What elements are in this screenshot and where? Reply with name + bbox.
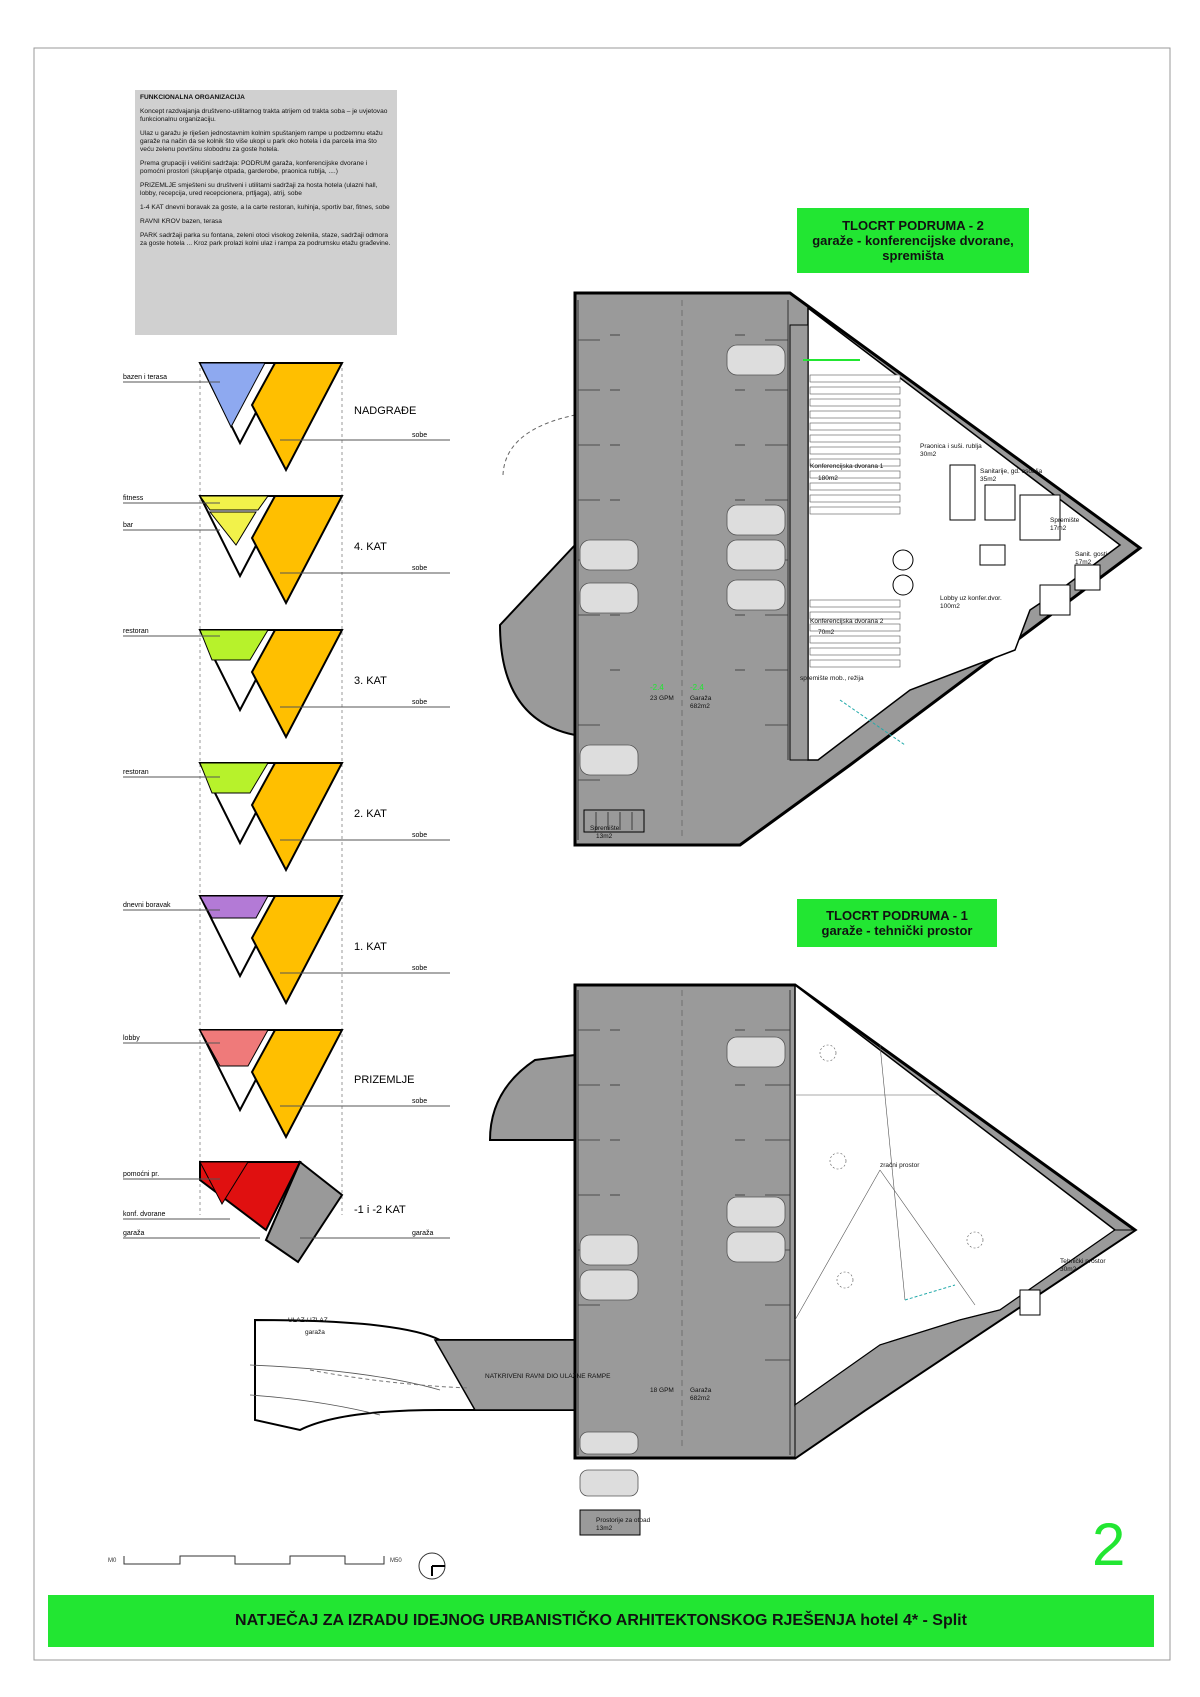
lobby-area: 100m2 <box>940 603 960 610</box>
label-sobe: sobe <box>412 699 428 706</box>
label-sobe: sobe <box>412 832 428 839</box>
lobby-label: Lobby uz konfer.dvor. <box>940 595 1002 602</box>
label-pomocni: pomoćni pr. <box>123 1171 160 1178</box>
notes-paragraph: RAVNI KROV bazen, terasa <box>140 218 222 225</box>
prostorije-label: Prostorije za otpad <box>596 1517 651 1524</box>
level-diagram-2-kat <box>123 763 450 870</box>
plan2-title-line3: spremišta <box>882 248 944 263</box>
label-bazen-terasa: bazen i terasa <box>123 374 167 381</box>
label-bar: bar <box>123 522 134 529</box>
notes-paragraph: 1-4 KAT dnevni boravak za goste, a la carte restoran, kuhinja, sportiv bar, fitnes, sobe <box>140 204 390 211</box>
label-sobe: sobe <box>412 565 428 572</box>
praonica-label: Praonica i suši. rublja <box>920 443 982 450</box>
garaza-area-1: 682m2 <box>690 1395 710 1402</box>
label-sobe: sobe <box>412 1098 428 1105</box>
garaza-label-1: Garaža <box>690 1387 712 1394</box>
tehnicki-label: Tehnički prostor <box>1060 1258 1106 1265</box>
sanitarije-label: Sanitarije, gd. osoblja <box>980 468 1043 475</box>
spremiste-mob-label: spremište mob., režija <box>800 675 864 682</box>
tehnicki-area: 30m2 <box>1060 1266 1077 1273</box>
ulaz-label: ULAZ / IZLAZ <box>288 1317 328 1324</box>
plan2-title-line2: garaže - konferencijske dvorane, <box>812 233 1014 248</box>
garaza-code: -2.4 <box>690 683 704 692</box>
gpm-count-1: 18 GPM <box>650 1387 674 1394</box>
sanit-gosti-area: 17m2 <box>1075 559 1092 566</box>
label-lobby: lobby <box>123 1035 140 1042</box>
konf2-label: Konferencijska dvorana 2 <box>810 618 884 625</box>
level-name-prizemlje: PRIZEMLJE <box>354 1074 415 1086</box>
notes-paragraph: Prema grupaciji i veličini sadržaja: PODRUM garaža, konferencijske dvorane i pomoćni prostori (skupljanje otpada, garderobe, praonica rublja, ....) <box>140 160 368 175</box>
garaza-area: 682m2 <box>690 703 710 710</box>
level-name-podrum: -1 i -2 KAT <box>354 1204 406 1216</box>
functional-organization-notes <box>135 90 397 335</box>
ulaz-sub-label: garaža <box>305 1329 325 1336</box>
label-sobe: sobe <box>412 432 428 439</box>
konf1-label: Konferencijska dvorana 1 <box>810 463 884 470</box>
level-name-1-kat: 1. KAT <box>354 941 387 953</box>
spremiste-label: Spremište <box>1050 517 1080 524</box>
scale-label-left: M0 <box>108 1558 117 1564</box>
label-konf-dvorane: konf. dvorane <box>123 1211 166 1218</box>
gpm-count: 23 GPM <box>650 695 674 702</box>
prostorije-area: 13m2 <box>596 1525 613 1532</box>
konf1-area: 180m2 <box>818 475 838 482</box>
level-name-2-kat: 2. KAT <box>354 808 387 820</box>
notes-paragraph: Ulaz u garažu je riješen jednostavnim kolnim spuštanjem rampe u podzemnu etažu garaže na način da se kolnik što više ukopi u park oko hotela i da parcela ima što veću zelenu površinu slobodnu za goste hotela. <box>140 130 383 153</box>
spremiste-small-label: Spremište <box>590 825 620 832</box>
level-diagrams <box>123 362 450 1262</box>
floor-plan-basement-2 <box>500 293 1140 845</box>
level-diagram-4-kat <box>123 495 450 603</box>
level-diagram-prizemlje <box>123 1030 450 1137</box>
notes-paragraph: Koncept razdvajanja društveno-utilitarnog trakta atrijem od trakta soba – je uvjetovao funkcionalnu organizaciju. <box>140 108 388 123</box>
competition-title-bar: NATJEČAJ ZA IZRADU IDEJNOG URBANISTIČKO ARHITEKTONSKOG RJEŠENJA hotel 4* - Split <box>48 1595 1154 1647</box>
zracni-prostor-label: zračni prostor <box>880 1162 920 1169</box>
natkriveni-label: NATKRIVENI RAVNI DIO ULAZNE RAMPE <box>485 1373 611 1380</box>
garaza-label: Garaža <box>690 695 712 702</box>
level-name-nadgradje: NADGRAĐE <box>354 405 417 417</box>
sheet-number: 2 <box>1092 1511 1126 1578</box>
scale-bar <box>108 1556 402 1564</box>
label-dnevni-boravak: dnevni boravak <box>123 902 171 909</box>
sanit-gosti-label: Sanit. gosti <box>1075 551 1108 558</box>
plan1-title-line1: TLOCRT PODRUMA - 1 <box>826 908 968 923</box>
plan2-title-line1: TLOCRT PODRUMA - 2 <box>842 218 984 233</box>
level-name-3-kat: 3. KAT <box>354 675 387 687</box>
level-diagram-podrum <box>123 1162 450 1262</box>
scale-label-right: M50 <box>390 1558 402 1564</box>
konf2-area: 70m2 <box>818 629 835 636</box>
label-fitness: fitness <box>123 495 144 502</box>
spremiste-small-area: 13m2 <box>596 833 613 840</box>
label-garaza: garaža <box>123 1230 145 1237</box>
notes-paragraph: PRIZEMLJE smješteni su društveni i utilitarni sadržaji za hosta hotela (ulazni hall, lobby, recepcija, ured recepcionera, prtljaga), atrij, sobe <box>140 182 378 197</box>
plan2-title-box <box>797 208 1029 273</box>
level-diagram-3-kat <box>123 628 450 737</box>
label-restoran: restoran <box>123 628 149 635</box>
label-sobe: sobe <box>412 965 428 972</box>
level-name-4-kat: 4. KAT <box>354 541 387 553</box>
spremiste-area: 17m2 <box>1050 525 1067 532</box>
label-restoran: restoran <box>123 769 149 776</box>
level-diagram-nadgradje <box>123 363 450 470</box>
level-diagram-1-kat <box>123 896 450 1003</box>
north-arrow-icon <box>419 1553 445 1579</box>
plan1-title-box <box>797 899 997 947</box>
label-garaza-right: garaža <box>412 1230 434 1237</box>
notes-paragraph: PARK sadržaji parka su fontana, zeleni otoci visokog zelenila, staze, sadržaji odmora za goste hotela ... Kroz park prolazi kolni ulaz i rampa za podrumsku etažu građevine. <box>140 232 391 247</box>
praonica-area: 30m2 <box>920 451 937 458</box>
gpm-code: -2.4 <box>650 683 664 692</box>
plan1-title-line2: garaže - tehnički prostor <box>821 923 973 938</box>
sanitarije-area: 35m2 <box>980 476 997 483</box>
notes-title: FUNKCIONALNA ORGANIZACIJA <box>140 94 245 101</box>
floor-plan-basement-1 <box>250 985 1135 1535</box>
